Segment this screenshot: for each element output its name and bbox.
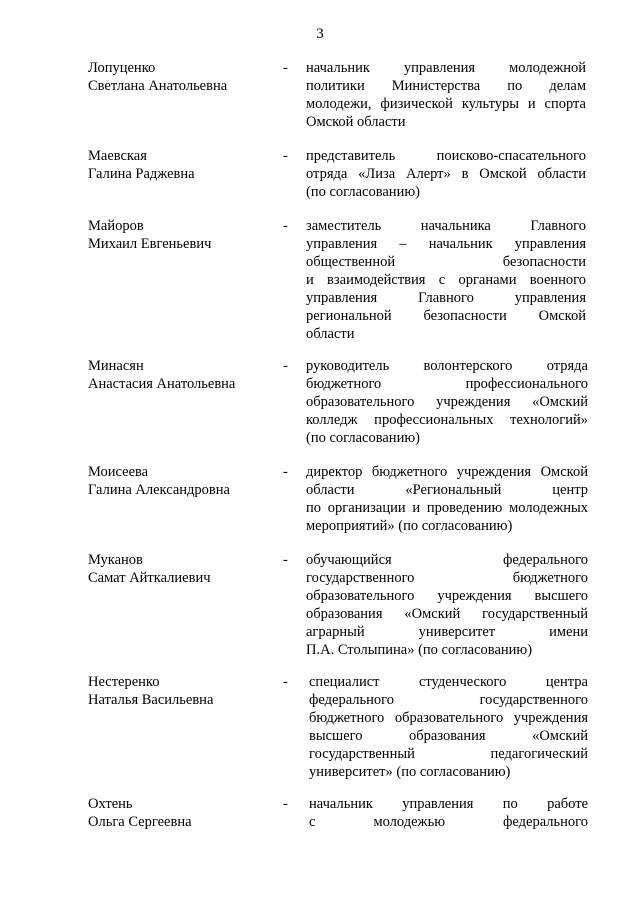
member-role (306, 357, 588, 447)
member-given-name: Галина Александровна (88, 482, 230, 498)
role-line: бюджетного профессионального (306, 376, 588, 392)
role-line: управления – начальник управления (306, 236, 586, 252)
separator-dash: - (283, 218, 288, 234)
member-surname: Моисеева (88, 464, 149, 480)
member-role (309, 795, 588, 831)
role-line: университет» (по согласованию) (309, 764, 511, 780)
member-given-name: Самат Айткалиевич (88, 570, 211, 586)
role-line: общественной безопасности (306, 254, 586, 270)
member-role (306, 59, 586, 131)
member-name (88, 59, 268, 95)
member-given-name: Наталья Васильевна (88, 692, 214, 708)
member-given-name: Галина Раджевна (88, 166, 195, 182)
member-surname: Майоров (88, 218, 144, 234)
role-line: начальник управления по работе (309, 796, 588, 812)
separator-dash: - (283, 464, 288, 480)
member-given-name: Светлана Анатольевна (88, 78, 228, 94)
member-surname: Минасян (88, 358, 144, 374)
role-line: образования «Омский государственный (306, 606, 588, 622)
role-line: региональной безопасности Омской (306, 308, 586, 324)
separator-dash: - (283, 358, 288, 374)
role-line: федерального государственного (309, 692, 588, 708)
member-name (88, 217, 268, 253)
role-line: специалист студенческого центра (309, 674, 588, 690)
member-name (88, 551, 268, 587)
role-line: мероприятий» (по согласованию) (306, 518, 513, 534)
role-line: Омской области (306, 114, 406, 130)
separator-dash: - (283, 552, 288, 568)
member-name (88, 673, 268, 709)
member-role (306, 217, 586, 343)
role-line: (по согласованию) (306, 430, 420, 446)
member-role (306, 551, 588, 659)
separator-dash: - (283, 796, 288, 812)
role-line: руководитель волонтерского отряда (306, 358, 588, 374)
role-line: отряда «Лиза Алерт» в Омской области (306, 166, 586, 182)
member-surname: Маевская (88, 148, 147, 164)
member-name (88, 147, 268, 183)
role-line: государственный педагогический (309, 746, 588, 762)
member-surname: Лопуценко (88, 60, 156, 76)
separator-dash: - (283, 674, 288, 690)
role-line: образовательного учреждения высшего (306, 588, 588, 604)
role-line: и взаимодействия с органами военного (306, 272, 586, 288)
member-given-name: Анастасия Анатольевна (88, 376, 236, 392)
role-line: П.А. Столыпина» (по согласованию) (306, 642, 533, 658)
role-line: обучающийся федерального (306, 552, 588, 568)
role-line: (по согласованию) (306, 184, 420, 200)
member-name (88, 795, 268, 831)
separator-dash: - (283, 148, 288, 164)
role-line: области «Региональный центр (306, 482, 588, 498)
role-line: директор бюджетного учреждения Омской (306, 464, 588, 480)
role-line: управления Главного управления (306, 290, 586, 306)
role-line: политики Министерства по делам (306, 78, 586, 94)
member-surname: Охтень (88, 796, 133, 812)
member-given-name: Михаил Евгеньевич (88, 236, 212, 252)
role-line: колледж профессиональных технологий» (306, 412, 588, 428)
role-line: начальник управления молодежной (306, 60, 586, 76)
member-name (88, 357, 268, 393)
role-line: аграрный университет имени (306, 624, 588, 640)
role-line: представитель поисково-спасательного (306, 148, 586, 164)
member-surname: Муканов (88, 552, 143, 568)
separator-dash: - (283, 60, 288, 76)
role-line: по организации и проведению молодежных (306, 500, 588, 516)
member-surname: Нестеренко (88, 674, 160, 690)
member-role (306, 147, 586, 201)
role-line: бюджетного образовательного учреждения (309, 710, 588, 726)
role-line: с молодежью федерального (309, 814, 588, 830)
role-line: государственного бюджетного (306, 570, 588, 586)
role-line: высшего образования «Омский (309, 728, 588, 744)
member-role (309, 673, 588, 781)
role-line: заместитель начальника Главного (306, 218, 586, 234)
role-line: молодежи, физической культуры и спорта (306, 96, 586, 112)
role-line: образовательного учреждения «Омский (306, 394, 588, 410)
member-given-name: Ольга Сергеевна (88, 814, 192, 830)
page-number: 3 (316, 26, 324, 42)
role-line: области (306, 326, 355, 342)
member-role (306, 463, 588, 535)
member-name (88, 463, 268, 499)
